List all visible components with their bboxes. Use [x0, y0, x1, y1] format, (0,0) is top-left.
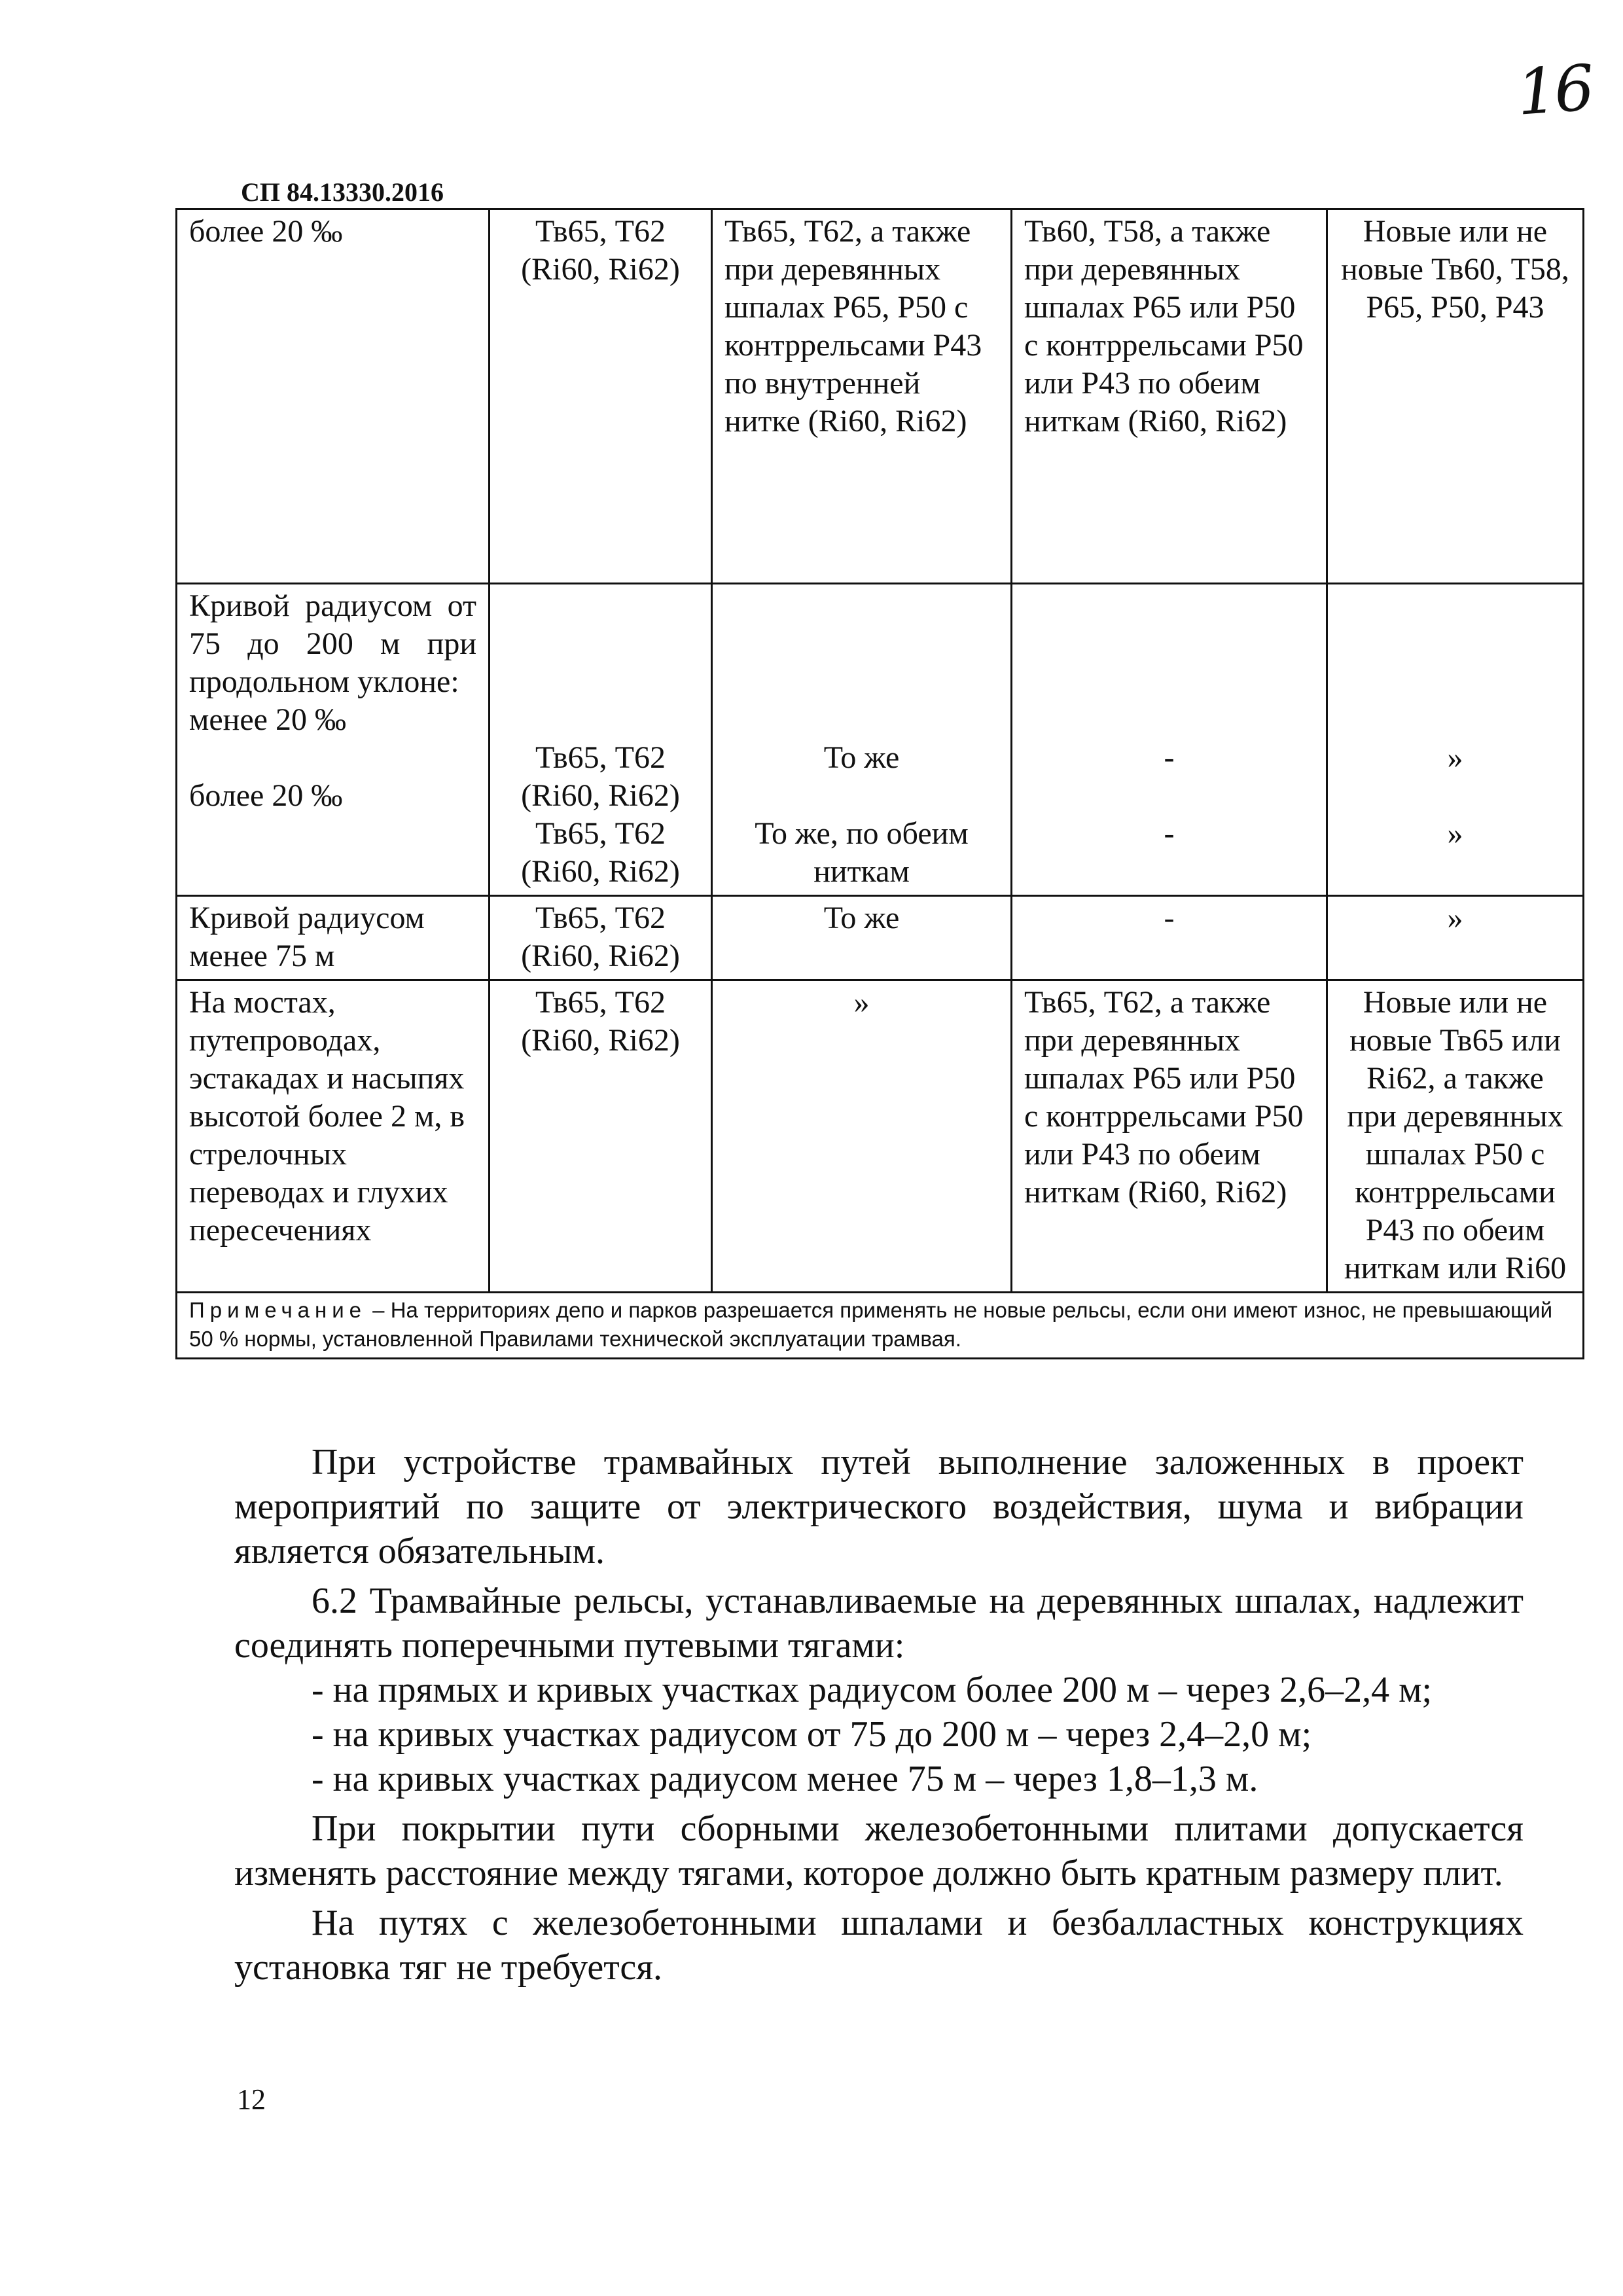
spacer — [1024, 587, 1314, 739]
handwritten-page-mark: 16 — [1514, 51, 1594, 130]
value: Тв65, Т62 (Ri60, Ri62) — [521, 816, 680, 889]
paragraph: На путях с железобетонными шпалами и безбалластных конструкциях установка тяг не требуется. — [234, 1903, 1524, 1988]
table-row — [177, 209, 1584, 584]
cell-rails-option-a — [712, 584, 1012, 896]
cell-rails-option-c: Новые или не новые Тв60, Т58, Р65, Р50, Р43 — [1327, 209, 1584, 584]
cell-rails-option-c: Новые или не новые Тв65 или Ri62, а также при деревянных шпалах Р50 с контррельсами Р43 по обеим ниткам или Ri60 — [1327, 980, 1584, 1293]
cell-rails-option-c — [1327, 584, 1584, 896]
table-row — [177, 896, 1584, 980]
table-row — [177, 980, 1584, 1293]
list-item: - на прямых и кривых участках радиусом более 200 м – через 2,6–2,4 м; — [312, 1670, 1433, 1710]
condition-heading: Кривой радиусом от 75 до 200 м при продольном уклоне: — [189, 588, 476, 699]
cell-condition: На мостах, путепроводах, эстакадах и насыпях высотой более 2 м, в стрелочных переводах и глухих пересечениях — [177, 980, 490, 1293]
document-code: СП 84.13330.2016 — [241, 177, 444, 207]
paragraph: При устройстве трамвайных путей выполнение заложенных в проект мероприятий по защите от электрического воздействия, шума и вибрации является обязательным. — [234, 1442, 1524, 1571]
paragraph: При покрытии пути сборными железобетонными плитами допускается изменять расстояние между тягами, которое должно быть кратным размеру плит. — [234, 1808, 1524, 1893]
cell-condition — [177, 584, 490, 896]
cell-new-rails: Тв65, Т62 (Ri60, Ri62) — [490, 896, 712, 980]
cell-condition: более 20 ‰ — [177, 209, 490, 584]
rails-table — [175, 208, 1584, 1359]
note-label: Примечание — [189, 1298, 367, 1322]
value: То же, по обеим ниткам — [755, 816, 969, 889]
spacer — [1340, 777, 1571, 815]
note-text: – На территориях депо и парков разрешается применять не новые рельсы, если они имеют износ, не превышающий 50 % нормы, установленной Правилами технической эксплуатации трамвая. — [189, 1298, 1553, 1351]
cell-rails-option-a: » — [712, 980, 1012, 1293]
table-row — [177, 584, 1584, 896]
list-item: - на кривых участках радиусом от 75 до 200 м – через 2,4–2,0 м; — [312, 1714, 1312, 1755]
cell-rails-option-b: Тв65, Т62, а также при деревянных шпалах Р65 или Р50 с контррельсами Р50 или Р43 по обеим ниткам (Ri60, Ri62) — [1012, 980, 1327, 1293]
body-text — [234, 1440, 1524, 1990]
value: То же — [823, 740, 900, 775]
cell-new-rails: Тв65, Т62 (Ri60, Ri62) — [490, 209, 712, 584]
cell-rails-option-a: Тв65, Т62, а также при деревянных шпалах Р65, Р50 с контррельсами Р43 по внутренней нитке (Ri60, Ri62) — [712, 209, 1012, 584]
cell-rails-option-a: То же — [712, 896, 1012, 980]
value: Тв65, Т62 (Ri60, Ri62) — [521, 740, 680, 813]
table-note — [177, 1293, 1584, 1359]
spacer — [724, 777, 999, 815]
paragraph: 6.2 Трамвайные рельсы, устанавливаемые на деревянных шпалах, надлежит соединять поперечными путевыми тягами: — [234, 1581, 1524, 1666]
value: - — [1164, 740, 1175, 775]
list-item: - на кривых участках радиусом менее 75 м – через 1,8–1,3 м. — [312, 1759, 1258, 1799]
cell-rails-option-b: - — [1012, 896, 1327, 980]
value: » — [1447, 740, 1463, 775]
condition-sub: менее 20 ‰ — [189, 702, 346, 737]
page-number: 12 — [237, 2083, 266, 2115]
value: » — [1447, 816, 1463, 851]
cell-condition: Кривой радиусом менее 75 м — [177, 896, 490, 980]
value: - — [1164, 816, 1175, 851]
table-note-row — [177, 1293, 1584, 1359]
condition-sub: более 20 ‰ — [189, 778, 343, 813]
spacer — [1024, 777, 1314, 815]
cell-rails-option-b: Тв60, Т58, а также при деревянных шпалах Р65 или Р50 с контррельсами Р50 или Р43 по обеим ниткам (Ri60, Ri62) — [1012, 209, 1327, 584]
cell-rails-option-b — [1012, 584, 1327, 896]
spacer — [724, 587, 999, 739]
spacer — [502, 587, 699, 739]
cell-rails-option-c: » — [1327, 896, 1584, 980]
cell-new-rails: Тв65, Т62 (Ri60, Ri62) — [490, 980, 712, 1293]
cell-new-rails — [490, 584, 712, 896]
spacer — [1340, 587, 1571, 739]
spacer — [189, 739, 476, 777]
